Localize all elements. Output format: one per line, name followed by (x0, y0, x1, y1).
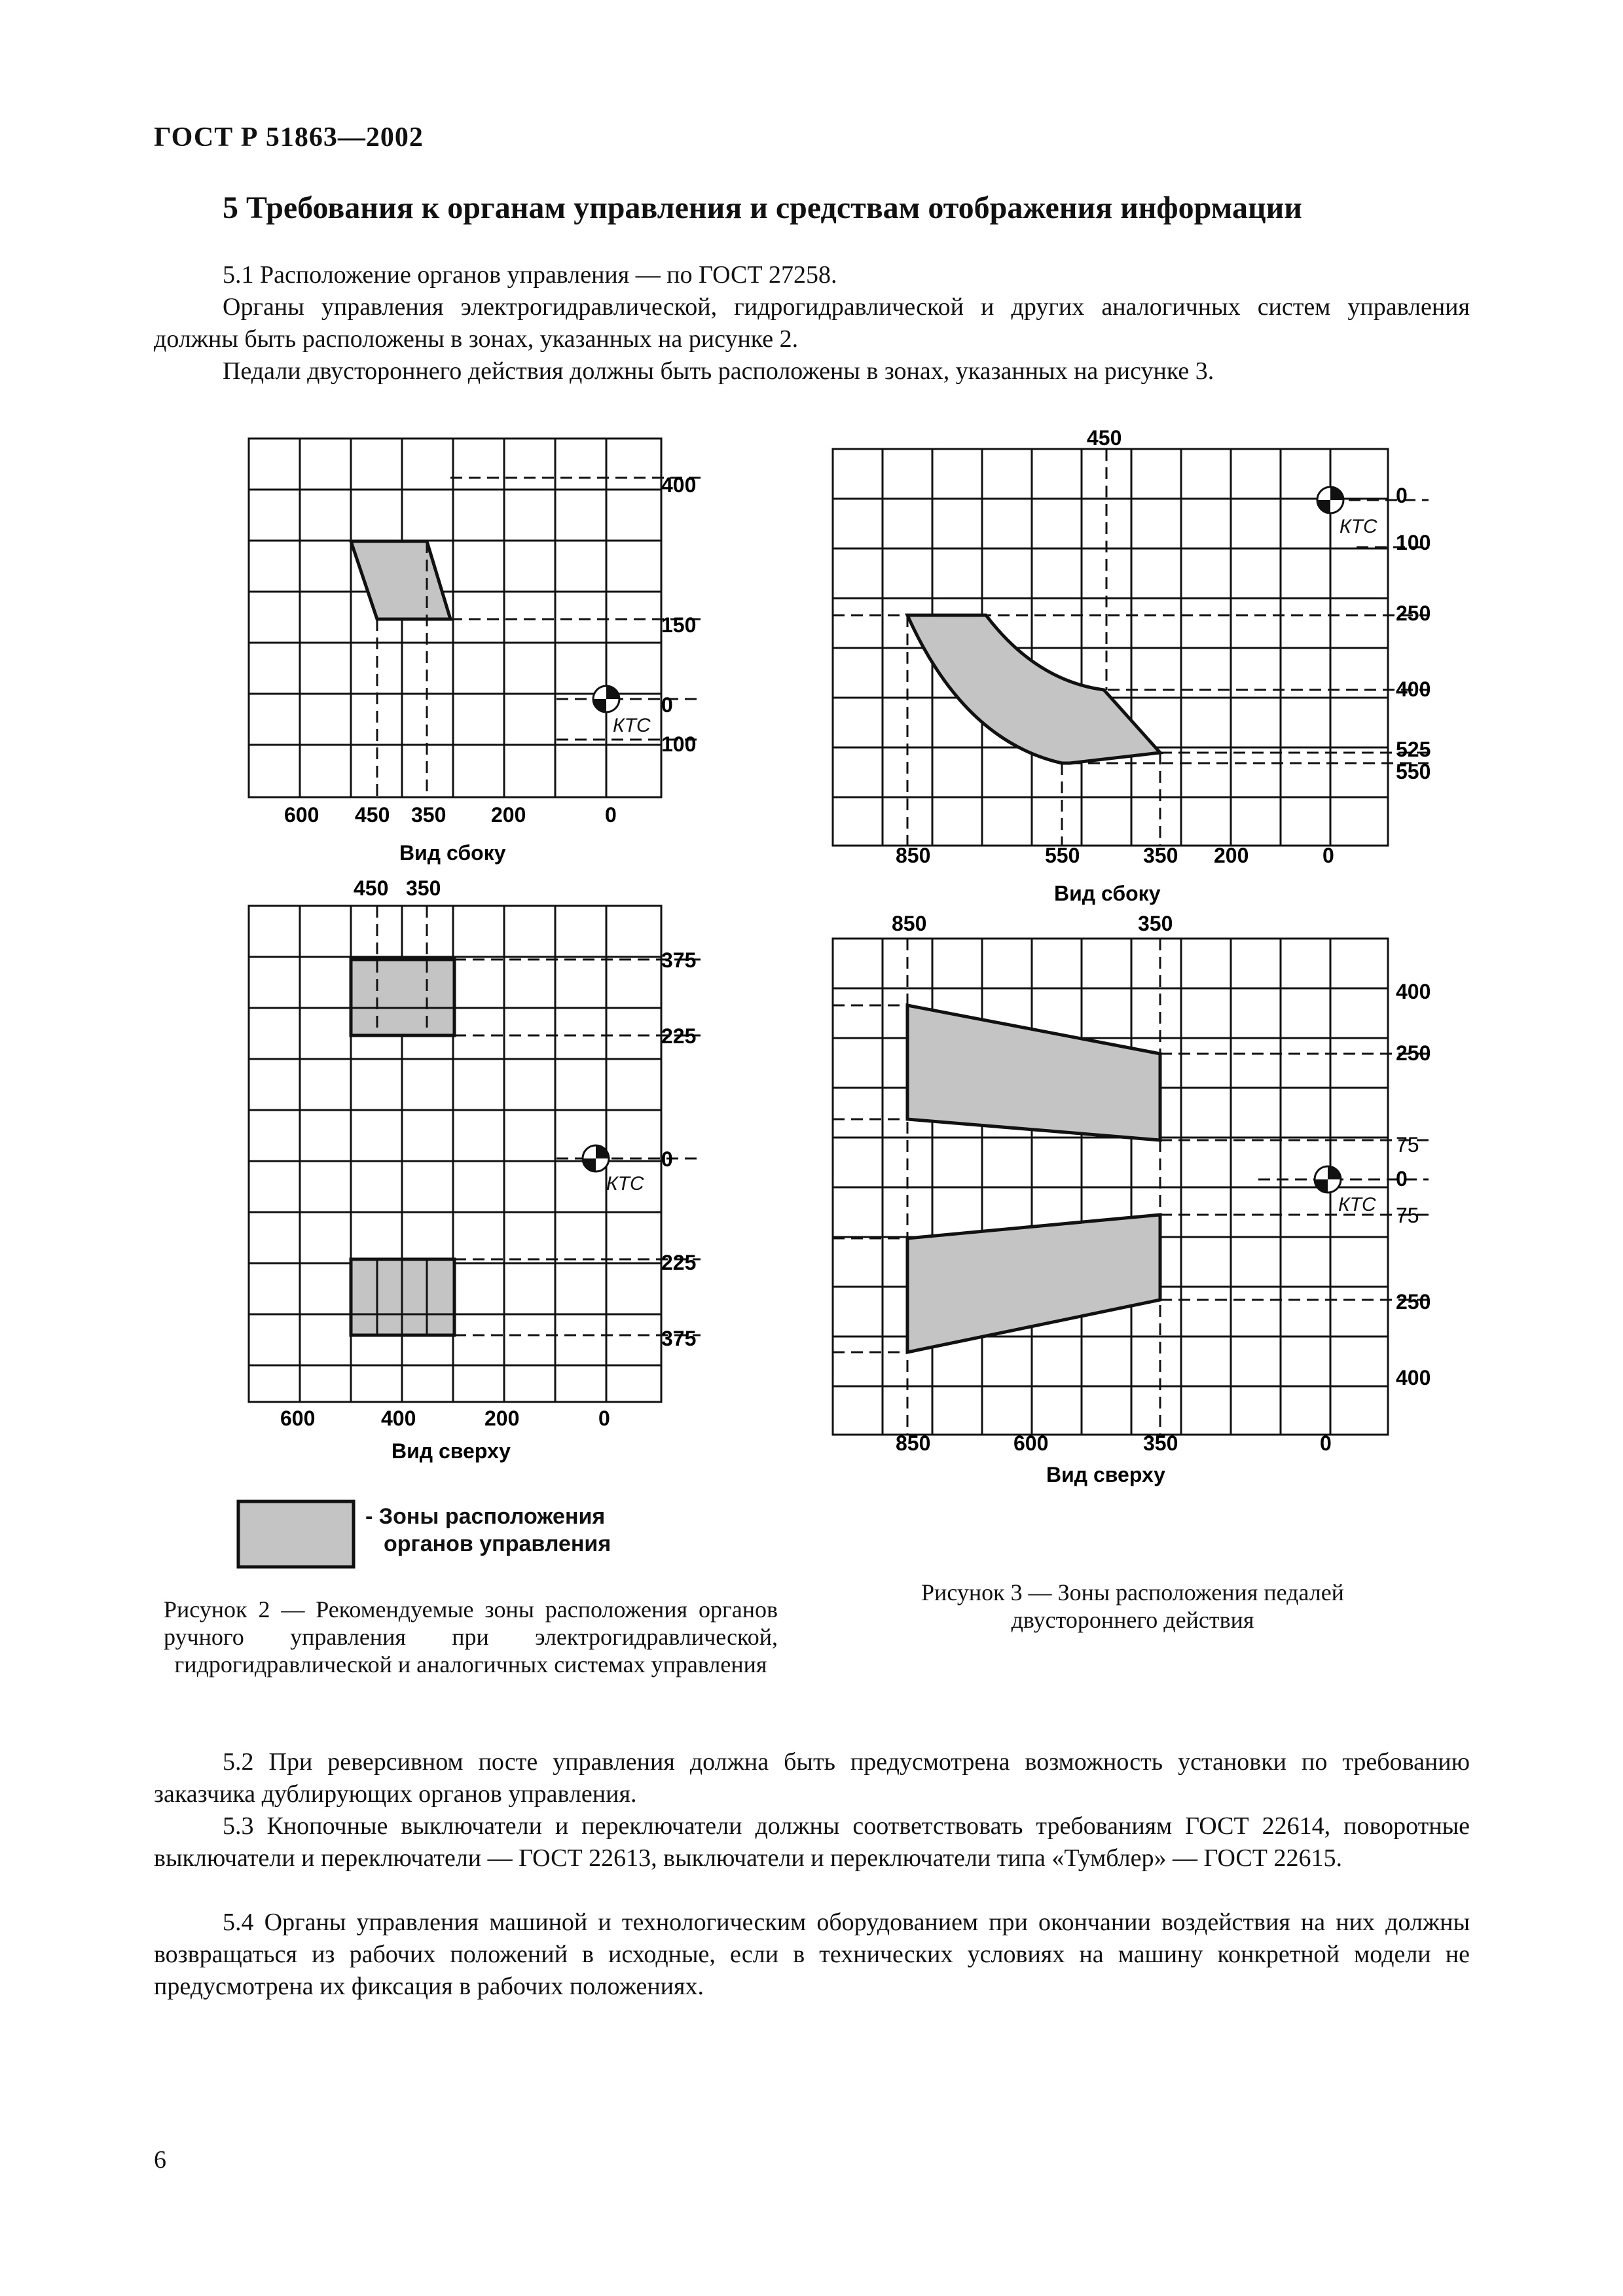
right-label-225-upper: 225 (661, 1024, 697, 1048)
pedal-zone (907, 615, 1160, 763)
bottom-label-0: 0 (605, 803, 617, 827)
kts-label: КТС (1338, 1194, 1376, 1215)
control-zone (351, 541, 450, 619)
view-label-top: Вид сверху (1046, 1463, 1165, 1486)
bottom-label-600: 600 (284, 803, 319, 827)
figure3-top-bottom-labels (877, 1428, 1401, 1500)
kts-marker-icon (593, 686, 619, 712)
bottom-label-850: 850 (896, 1431, 931, 1455)
figure2-side-bottom-labels (275, 800, 681, 872)
kts-marker-icon (583, 1145, 609, 1172)
document-code: ГОСТ Р 51863—2002 (154, 122, 424, 152)
right-label-250-lower: 250 (1396, 1290, 1431, 1314)
bottom-label-550: 550 (1045, 844, 1080, 867)
top-label-450: 450 (1087, 426, 1122, 450)
figure2-top-view (242, 899, 701, 1423)
figure3-side-bottom-labels (877, 840, 1401, 912)
kts-label: КТС (606, 1173, 644, 1194)
bottom-label-200: 200 (491, 803, 526, 827)
right-label-100: 100 (1396, 531, 1431, 554)
page-number: 6 (154, 2146, 166, 2174)
bottom-label-850: 850 (896, 844, 931, 867)
right-label-250: 250 (1396, 601, 1431, 625)
paragraph-5-1: 5.1 Расположение органов управления — по ГОСТ 27258. (223, 261, 837, 289)
top-label-450: 450 (354, 876, 389, 900)
bottom-label-0: 0 (1322, 844, 1334, 867)
right-label-375-upper: 375 (661, 948, 697, 972)
legend-line-1: - Зоны расположения (365, 1504, 606, 1529)
figure2-top-bottom-labels (275, 1403, 681, 1475)
legend-line-2: органов управления (384, 1532, 611, 1556)
right-label-0: 0 (661, 1147, 673, 1171)
bottom-label-350: 350 (411, 803, 447, 827)
kts-marker-icon (1315, 1166, 1341, 1193)
view-label-top: Вид сверху (392, 1439, 511, 1463)
bottom-label-350: 350 (1143, 844, 1178, 867)
bottom-label-450: 450 (355, 803, 390, 827)
view-label-side: Вид сбоку (399, 841, 506, 865)
figure2-caption: Рисунок 2 — Рекомендуемые зоны расположения органов ручного управления при электрогидравлической, гидрогидравлической и аналогичных системах управления (164, 1596, 778, 1677)
view-label-side: Вид сбоку (1054, 882, 1161, 905)
right-label-75-lower: 75 (1396, 1204, 1419, 1227)
right-label-525: 525 (1396, 738, 1431, 761)
bottom-label-200: 200 (1214, 844, 1249, 867)
right-label-0: 0 (1396, 484, 1408, 507)
right-label-100: 100 (661, 732, 697, 756)
bottom-label-400: 400 (381, 1407, 416, 1430)
paragraph-5-4: 5.4 Органы управления машиной и технологическим оборудованием при окончании воздействия на них должны возвращаться из рабочих положений в исходные, если в технических условиях на машину конкретной модели не предусмотрена их фиксация в рабочих положениях. (154, 1909, 1470, 2000)
figure3-top-right-labels (1393, 978, 1465, 1410)
pedal-zone-upper (907, 1005, 1160, 1140)
bottom-label-350: 350 (1143, 1431, 1178, 1455)
figure3-caption: Рисунок 3 — Зоны расположения педалей двустороннего действия (921, 1579, 1344, 1633)
figure3-side-right-labels (1393, 482, 1465, 789)
right-label-75-upper: 75 (1396, 1133, 1419, 1157)
section-title: 5 Требования к органам управления и средствам отображения информации (223, 190, 1302, 225)
top-label-850: 850 (892, 912, 927, 935)
figure3-side-view (826, 442, 1429, 848)
right-label-250-upper: 250 (1396, 1041, 1431, 1065)
bottom-label-600: 600 (1013, 1431, 1049, 1455)
right-label-400-upper: 400 (1396, 980, 1431, 1003)
right-label-150: 150 (661, 613, 697, 637)
paragraph-5-1-pedals: Педали двустороннего действия должны быть расположены в зонах, указанных на рисунке 3. (223, 357, 1214, 385)
figure2-top-right-labels (661, 946, 740, 1365)
top-label-350: 350 (406, 876, 441, 900)
legend-text (365, 1503, 611, 1558)
kts-marker-icon (1317, 487, 1343, 513)
right-label-400: 400 (661, 473, 697, 497)
top-label-350: 350 (1138, 912, 1173, 935)
right-label-0: 0 (1396, 1167, 1408, 1191)
figure2-top-top-labels (340, 870, 484, 903)
right-label-550: 550 (1396, 760, 1431, 783)
right-label-0: 0 (661, 693, 673, 717)
bottom-label-200: 200 (484, 1407, 520, 1430)
kts-label: КТС (1340, 516, 1377, 537)
right-label-400-lower: 400 (1396, 1366, 1431, 1390)
figure2-side-right-labels (661, 471, 740, 759)
right-label-375-lower: 375 (661, 1327, 697, 1350)
paragraph-5-1-controls: Органы управления электрогидравлической, гидрогидравлической и других аналогичных систем управления должны быть расположены в зонах, указанных на рисунке 2. (154, 293, 1470, 353)
right-label-400: 400 (1396, 677, 1431, 701)
paragraph-5-3: 5.3 Кнопочные выключатели и переключатели должны соответствовать требованиям ГОСТ 22614, поворотные выключатели и переключатели — ГОСТ 22613, выключатели и переключатели типа «Тумблер» — ГОСТ 22615. (154, 1812, 1470, 1872)
bottom-label-0: 0 (598, 1407, 610, 1430)
paragraph-5-2: 5.2 При реверсивном посте управления должна быть предусмотрена возможность установки по требованию заказчика дублирующих органов управления. (154, 1748, 1470, 1808)
control-zone-upper (351, 960, 454, 1035)
pedal-zone-lower (907, 1215, 1160, 1352)
bottom-label-600: 600 (280, 1407, 316, 1430)
bottom-label-0: 0 (1320, 1431, 1332, 1455)
right-label-225-lower: 225 (661, 1251, 697, 1274)
legend-swatch (236, 1499, 360, 1571)
figure3-top-view (826, 932, 1429, 1436)
kts-label: КТС (613, 715, 651, 736)
